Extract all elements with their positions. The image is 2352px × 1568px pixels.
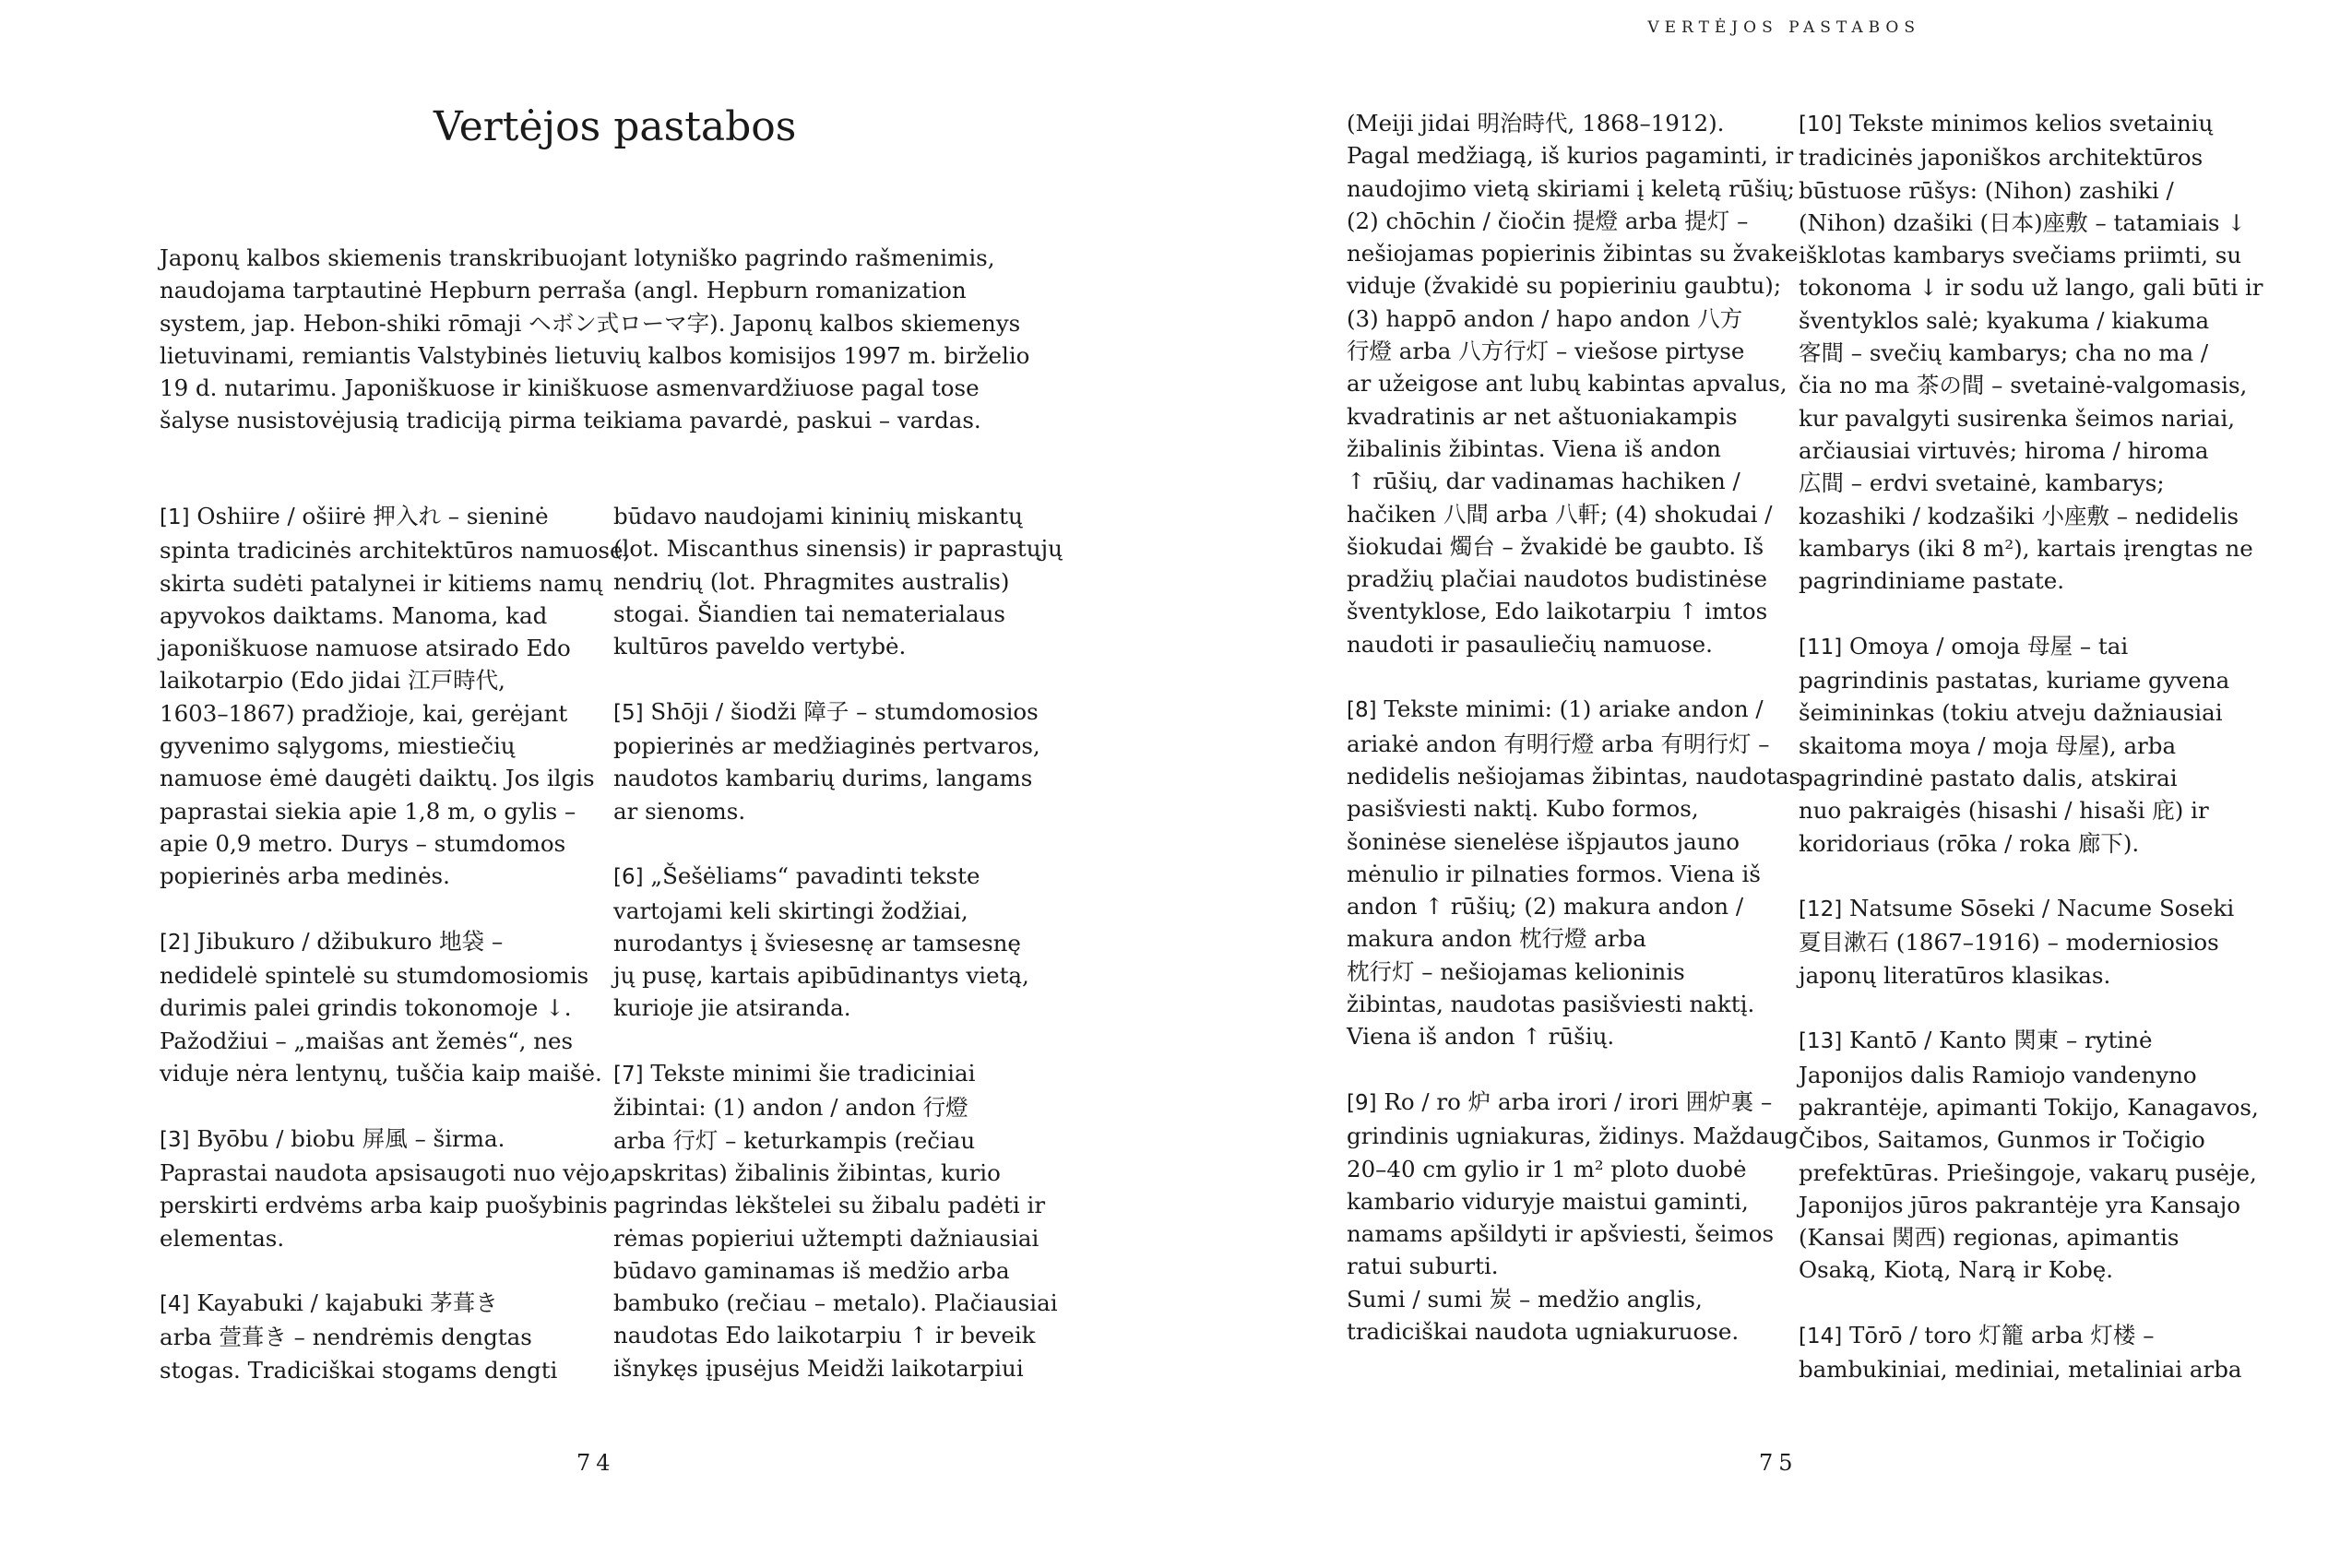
note-line: grindinis ugniakuras, židinys. Maždaug (1347, 1123, 1799, 1150)
note-text: Tekste minimos kelios svetainių (1842, 110, 2214, 137)
notes-column-3 (1347, 107, 1801, 1348)
note-line: būstuose rūšys: (Nihon) zashiki / (1799, 176, 2174, 204)
page-title: Vertėjos pastabos (434, 103, 797, 150)
note-text: Tekste minimi šie tradiciniai (643, 1060, 976, 1087)
note-line (1799, 1024, 2241, 1058)
note-line: Osaką, Kiotą, Narą ir Kobę. (1799, 1256, 2114, 1284)
note-line: kultūros paveldo vertybė. (613, 633, 907, 660)
note-text: Kayabuki / kajabuki 茅葺き (189, 1289, 498, 1317)
note-line: kvadratinis ar net aštuoniakampis (1347, 402, 1738, 430)
note-line: ariakė andon 有明行燈 arba 有明行灯 – (1347, 730, 1770, 757)
note-line: naudojimo vietą skiriami į keletą rūšių; (1347, 174, 1795, 202)
note-line: šventyklose, Edo laikotarpiu ↑ imtos (1347, 598, 1768, 625)
note-line: (lot. Miscanthus sinensis) ir paprastųjų (613, 535, 1063, 563)
note-line: vartojami keli skirtingi žodžiai, (613, 897, 968, 924)
note-line: apyvokos daiktams. Manoma, kad (160, 601, 548, 629)
note-line: pasišviesti naktį. Kubo formos, (1347, 795, 1699, 823)
note-line: tradicinės japoniškos architektūros (1799, 144, 2204, 172)
note-line: viduje (žvakidė su popieriniu gaubtu); (1347, 272, 1782, 300)
note-line: 夏目漱石 (1867–1916) – moderniosios (1799, 929, 2219, 956)
note-line: stogas. Tradiciškai stogams dengti (160, 1356, 558, 1384)
note-line (160, 500, 593, 534)
note-line: rėmas popieriui užtempti dažniausiai (613, 1224, 1039, 1252)
note-line (160, 1287, 593, 1321)
note (613, 695, 1047, 827)
note-line: šoninėse sienelėse išpjautos jauno (1347, 827, 1740, 855)
note (1799, 630, 2241, 860)
note (1347, 1086, 1799, 1348)
note-line: paprastai siekia apie 1,8 m, o gylis – (160, 797, 576, 825)
note-line: arba 行灯 – keturkampis (rečiau (613, 1126, 976, 1154)
note-line (1799, 630, 2241, 664)
intro-text: Japonų kalbos skiemenis transkribuojant lotyniško pagrindo rašmenimis, naudojama tarptautinė Hepburn perraša (angl. Hepburn romanization system, jap. Hebon-shiki rōmaji ヘボン式ローマ字). Japonų kalbos skiemenys lietuvinami, remiantis Valstybinės lietuvių kalbos komisijos 1997 m. birželio 19 d. nutarimu. Japoniškuose ir kiniškuose asmenvardžiuose pagal tose šalyse nusistovėjusią tradiciją pirma teikiama pavardė, paskui – vardas. (160, 244, 1030, 434)
note-number: [5] (613, 700, 644, 725)
note-text: Shōji / šiodži 障子 – stumdomosios (643, 697, 1039, 725)
notes-column-1 (160, 500, 631, 1386)
note-line: bambuko (rečiau – metalo). Plačiausiai (613, 1289, 1058, 1317)
note-line: ↑ rūšių, dar vadinamas hachiken / (1347, 468, 1740, 495)
note-line: apskritas) žibalinis žibintas, kurio (613, 1158, 1001, 1186)
note-line: išklotas kambarys svečiams priimti, su (1799, 242, 2242, 269)
note-line: tokonoma ↓ ir sodu už lango, gali būti ir (1799, 274, 2263, 302)
note-line: skaitoma moya / moja 母屋), arba (1799, 731, 2177, 759)
intro-paragraph (160, 242, 1045, 437)
note-line: šiokudai 燭台 – žvakidė be gaubto. Iš (1347, 532, 1764, 560)
note-line: perskirti erdvėms arba kaip puošybinis (160, 1192, 608, 1219)
note-line: pagrindas lėkštelei su žibalu padėti ir (613, 1192, 1046, 1219)
note-text: Omoya / omoja 母屋 – tai (1842, 632, 2129, 659)
note-number: [12] (1799, 897, 1843, 922)
note-text: Natsume Sōseki / Nacume Soseki (1842, 895, 2235, 922)
note-line: 1603–1867) pradžioje, kai, gerėjant (160, 699, 568, 727)
note-line: Sumi / sumi 炭 – medžio anglis, (1347, 1285, 1703, 1313)
note-line: Japonijos dalis Ramiojo vandenyno (1799, 1061, 2197, 1088)
note-line: Čibos, Saitamos, Gunmos ir Točigio (1799, 1126, 2205, 1154)
note-line: nendrių (lot. Phragmites australis) (613, 567, 1010, 595)
note-line: prefektūras. Priešingoje, vakarų pusėje, (1799, 1158, 2257, 1186)
note (1799, 107, 2263, 597)
page-number: 74 (576, 1450, 616, 1476)
note-text: „Šešėliams“ pavadinti tekste (643, 862, 980, 890)
note (1347, 107, 1799, 660)
note-text: Jibukuro / džibukuro 地袋 – (189, 927, 504, 955)
note-line: (2) chōchin / čiočin 提燈 arba 提灯 – (1347, 207, 1749, 234)
note-line: andon ↑ rūšių; (2) makura andon / (1347, 893, 1744, 921)
note-line: (3) happō andon / hapo andon 八方 (1347, 304, 1743, 332)
note-line: namuose ėmė daugėti daiktų. Jos ilgis (160, 765, 595, 792)
note-line (613, 1057, 1047, 1091)
note-number: [1] (160, 505, 190, 529)
note-line: ar užeigose ant lubų kabintas apvalus, (1347, 370, 1788, 398)
note-line: arčiausiai virtuvės; hiroma / hiroma (1799, 436, 2209, 464)
note (613, 1057, 1058, 1384)
note-line: kurioje jie atsiranda. (613, 994, 851, 1022)
note-line: mėnulio ir pilnaties formos. Viena iš (1347, 860, 1761, 887)
note (613, 860, 1047, 1024)
note-line: čia no ma 茶の間 – svetainė-valgomasis, (1799, 372, 2248, 399)
note-line: pagrindinis pastatas, kuriame gyvena (1799, 667, 2230, 695)
note-line: nurodantys į šviesesnę ar tamsesnę (613, 929, 1021, 956)
note-number: [10] (1799, 113, 1843, 137)
note-line: hačiken 八間 arba 八軒; (4) shokudai / (1347, 500, 1773, 528)
note-number: [14] (1799, 1324, 1843, 1348)
note-line: bambukiniai, mediniai, metaliniai arba (1799, 1356, 2242, 1384)
note-text: Byōbu / biobu 屏風 – širma. (189, 1124, 505, 1152)
note-line: tradiciškai naudota ugniakuruose. (1347, 1317, 1740, 1345)
note-line: nuo pakraigės (hisashi / hisaši 庇) ir (1799, 797, 2209, 825)
note-line: arba 萱葺き – nendrėmis dengtas (160, 1324, 532, 1351)
note-line: žibintai: (1) andon / andon 行燈 (613, 1094, 968, 1122)
note-line: gyvenimo sąlygoms, miestiečių (160, 732, 516, 760)
running-head: VERTĖJOS PASTABOS (1647, 18, 1920, 37)
note-line: skirta sudėti patalynei ir kitiems namų (160, 569, 603, 597)
note-text: Tekste minimi: (1) ariake andon / (1376, 695, 1764, 723)
note-number: [3] (160, 1127, 190, 1152)
note (160, 500, 631, 893)
note-line: Pažodžiui – „maišas ant žemės“, nes (160, 1027, 574, 1054)
note-line: pagrindinė pastato dalis, atskirai (1799, 764, 2178, 791)
note-line: durimis palei grindis tokonomoje ↓. (160, 994, 572, 1022)
note-line: pradžių plačiai naudotos budistinėse (1347, 565, 1768, 593)
note-line: naudotos kambarių durims, langams (613, 765, 1033, 792)
note-number: [11] (1799, 635, 1843, 659)
note-line: kozashiki / kodzašiki 小座敷 – nedidelis (1799, 502, 2239, 529)
note-line: Pagal medžiagą, iš kurios pagaminti, ir (1347, 142, 1794, 170)
note-line: būdavo naudojami kininių miskantų (613, 503, 1023, 529)
note-text: Ro / ro 炉 arba irori / irori 囲炉裏 – (1376, 1087, 1773, 1115)
note (160, 1287, 593, 1386)
note-line: elementas. (160, 1224, 285, 1252)
note-line: japonų literatūros klasikas. (1799, 961, 2111, 989)
note-line: naudotas Edo laikotarpiu ↑ ir beveik (613, 1322, 1036, 1349)
note-line: žibalinis žibintas. Viena iš andon (1347, 434, 1721, 462)
note-number: [13] (1799, 1029, 1843, 1054)
note-line: pakrantėje, apimanti Tokijo, Kanagavos, (1799, 1093, 2259, 1121)
note (160, 925, 602, 1089)
note-line (613, 695, 1047, 730)
note-line: 客間 – svečių kambarys; cha no ma / (1799, 339, 2209, 367)
note-line: laikotarpio (Edo jidai 江戸時代, (160, 667, 505, 695)
note-line: viduje nėra lentynų, tuščia kaip maišė. (160, 1060, 602, 1087)
note-line: apie 0,9 metro. Durys – stumdomos (160, 829, 566, 857)
note-line: pagrindiniame pastate. (1799, 567, 2065, 595)
note-line (613, 860, 1047, 894)
note-number: [8] (1347, 698, 1377, 723)
note-line: 広間 – erdvi svetainė, kambarys; (1799, 469, 2165, 497)
note-number: [6] (613, 865, 644, 890)
note-text: Kantō / Kanto 関東 – rytinė (1842, 1027, 2153, 1054)
note-line: (Meiji jidai 明治時代, 1868–1912). (1347, 110, 1725, 137)
notes-column-4 (1799, 107, 2263, 1386)
page-number: 75 (1759, 1450, 1799, 1476)
note-line: Paprastai naudota apsisaugoti nuo vėjo, (160, 1158, 617, 1186)
right-page (1176, 0, 2352, 1568)
note-line: japoniškuose namuose atsirado Edo (160, 635, 571, 662)
note-text: Tōrō / toro 灯籠 arba 灯楼 – (1842, 1321, 2155, 1348)
note-line: 20–40 cm gylio ir 1 m² ploto duobė (1347, 1155, 1747, 1182)
note (1799, 892, 2241, 992)
note-line: ar sienoms. (613, 797, 746, 825)
note-line: šventyklos salė; kyakuma / kiakuma (1799, 306, 2210, 334)
note-line: kur pavalgyti susirenka šeimos nariai, (1799, 404, 2236, 432)
note (1799, 1319, 2241, 1386)
note-line: žibintas, naudotas pasišviesti naktį. (1347, 991, 1755, 1018)
note-line: nedidelis nešiojamas žibintas, naudotas (1347, 762, 1801, 790)
note-line (160, 925, 593, 959)
note-line (160, 1123, 593, 1157)
note-line: Viena iš andon ↑ rūšių. (1347, 1023, 1615, 1051)
note-line: namams apšildyti ir apšviesti, šeimos (1347, 1220, 1775, 1248)
note-line: Japonijos jūros pakrantėje yra Kansajo (1799, 1191, 2241, 1218)
note-line (1347, 1086, 1780, 1120)
note-line: išnykęs įpusėjus Meidži laikotarpiui (613, 1354, 1024, 1382)
note (1799, 1024, 2259, 1286)
note-line: spinta tradicinės architektūros namuose, (160, 537, 631, 564)
note-line: popierinės ar medžiaginės pertvaros, (613, 732, 1040, 760)
note-line: nešiojamas popierinis žibintas su žvake (1347, 240, 1799, 267)
note (160, 1123, 617, 1254)
note-text: Oshiire / ošiirė 押入れ – sieninė (189, 503, 549, 529)
note-line: būdavo gaminamas iš medžio arba (613, 1256, 1010, 1284)
note-line: 枕行灯 – nešiojamas kelioninis (1347, 957, 1685, 985)
note-line: nedidelė spintelė su stumdomosiomis (160, 962, 589, 990)
note-line: (Nihon) dzašiki (日本)座敷 – tatamiais ↓ (1799, 208, 2246, 236)
note-line: 行燈 arba 八方行灯 – viešose pirtyse (1347, 338, 1745, 365)
note-line: koridoriaus (rōka / roka 廊下). (1799, 829, 2140, 857)
note-line: ratui suburti. (1347, 1253, 1499, 1280)
note-line: makura andon 枕行燈 arba (1347, 925, 1646, 953)
notes-column-2 (613, 500, 1063, 1384)
note-line (1799, 892, 2241, 926)
note-line (1799, 107, 2241, 141)
note-line: kambarys (iki 8 m²), kartais įrengtas ne (1799, 534, 2253, 562)
note-line: kambario viduryje maistui gaminti, (1347, 1187, 1749, 1215)
note (613, 500, 1063, 662)
note (1347, 693, 1801, 1052)
note-line: popierinės arba medinės. (160, 862, 450, 890)
note-line: stogai. Šiandien tai nematerialaus (613, 600, 1005, 627)
note-line (1799, 1319, 2241, 1353)
note-number: [4] (160, 1292, 190, 1317)
note-line: šeimininkas (tokiu atveju dažniausiai (1799, 699, 2223, 727)
note-line: naudoti ir pasauliečių namuose. (1347, 630, 1713, 658)
note-line: (Kansai 関西) regionas, apimantis (1799, 1224, 2180, 1252)
note-number: [7] (613, 1063, 644, 1087)
note-number: [9] (1347, 1090, 1377, 1115)
note-number: [2] (160, 930, 190, 955)
note-line (1347, 693, 1780, 727)
note-line: jų pusę, kartais apibūdinantys vietą, (613, 962, 1029, 990)
